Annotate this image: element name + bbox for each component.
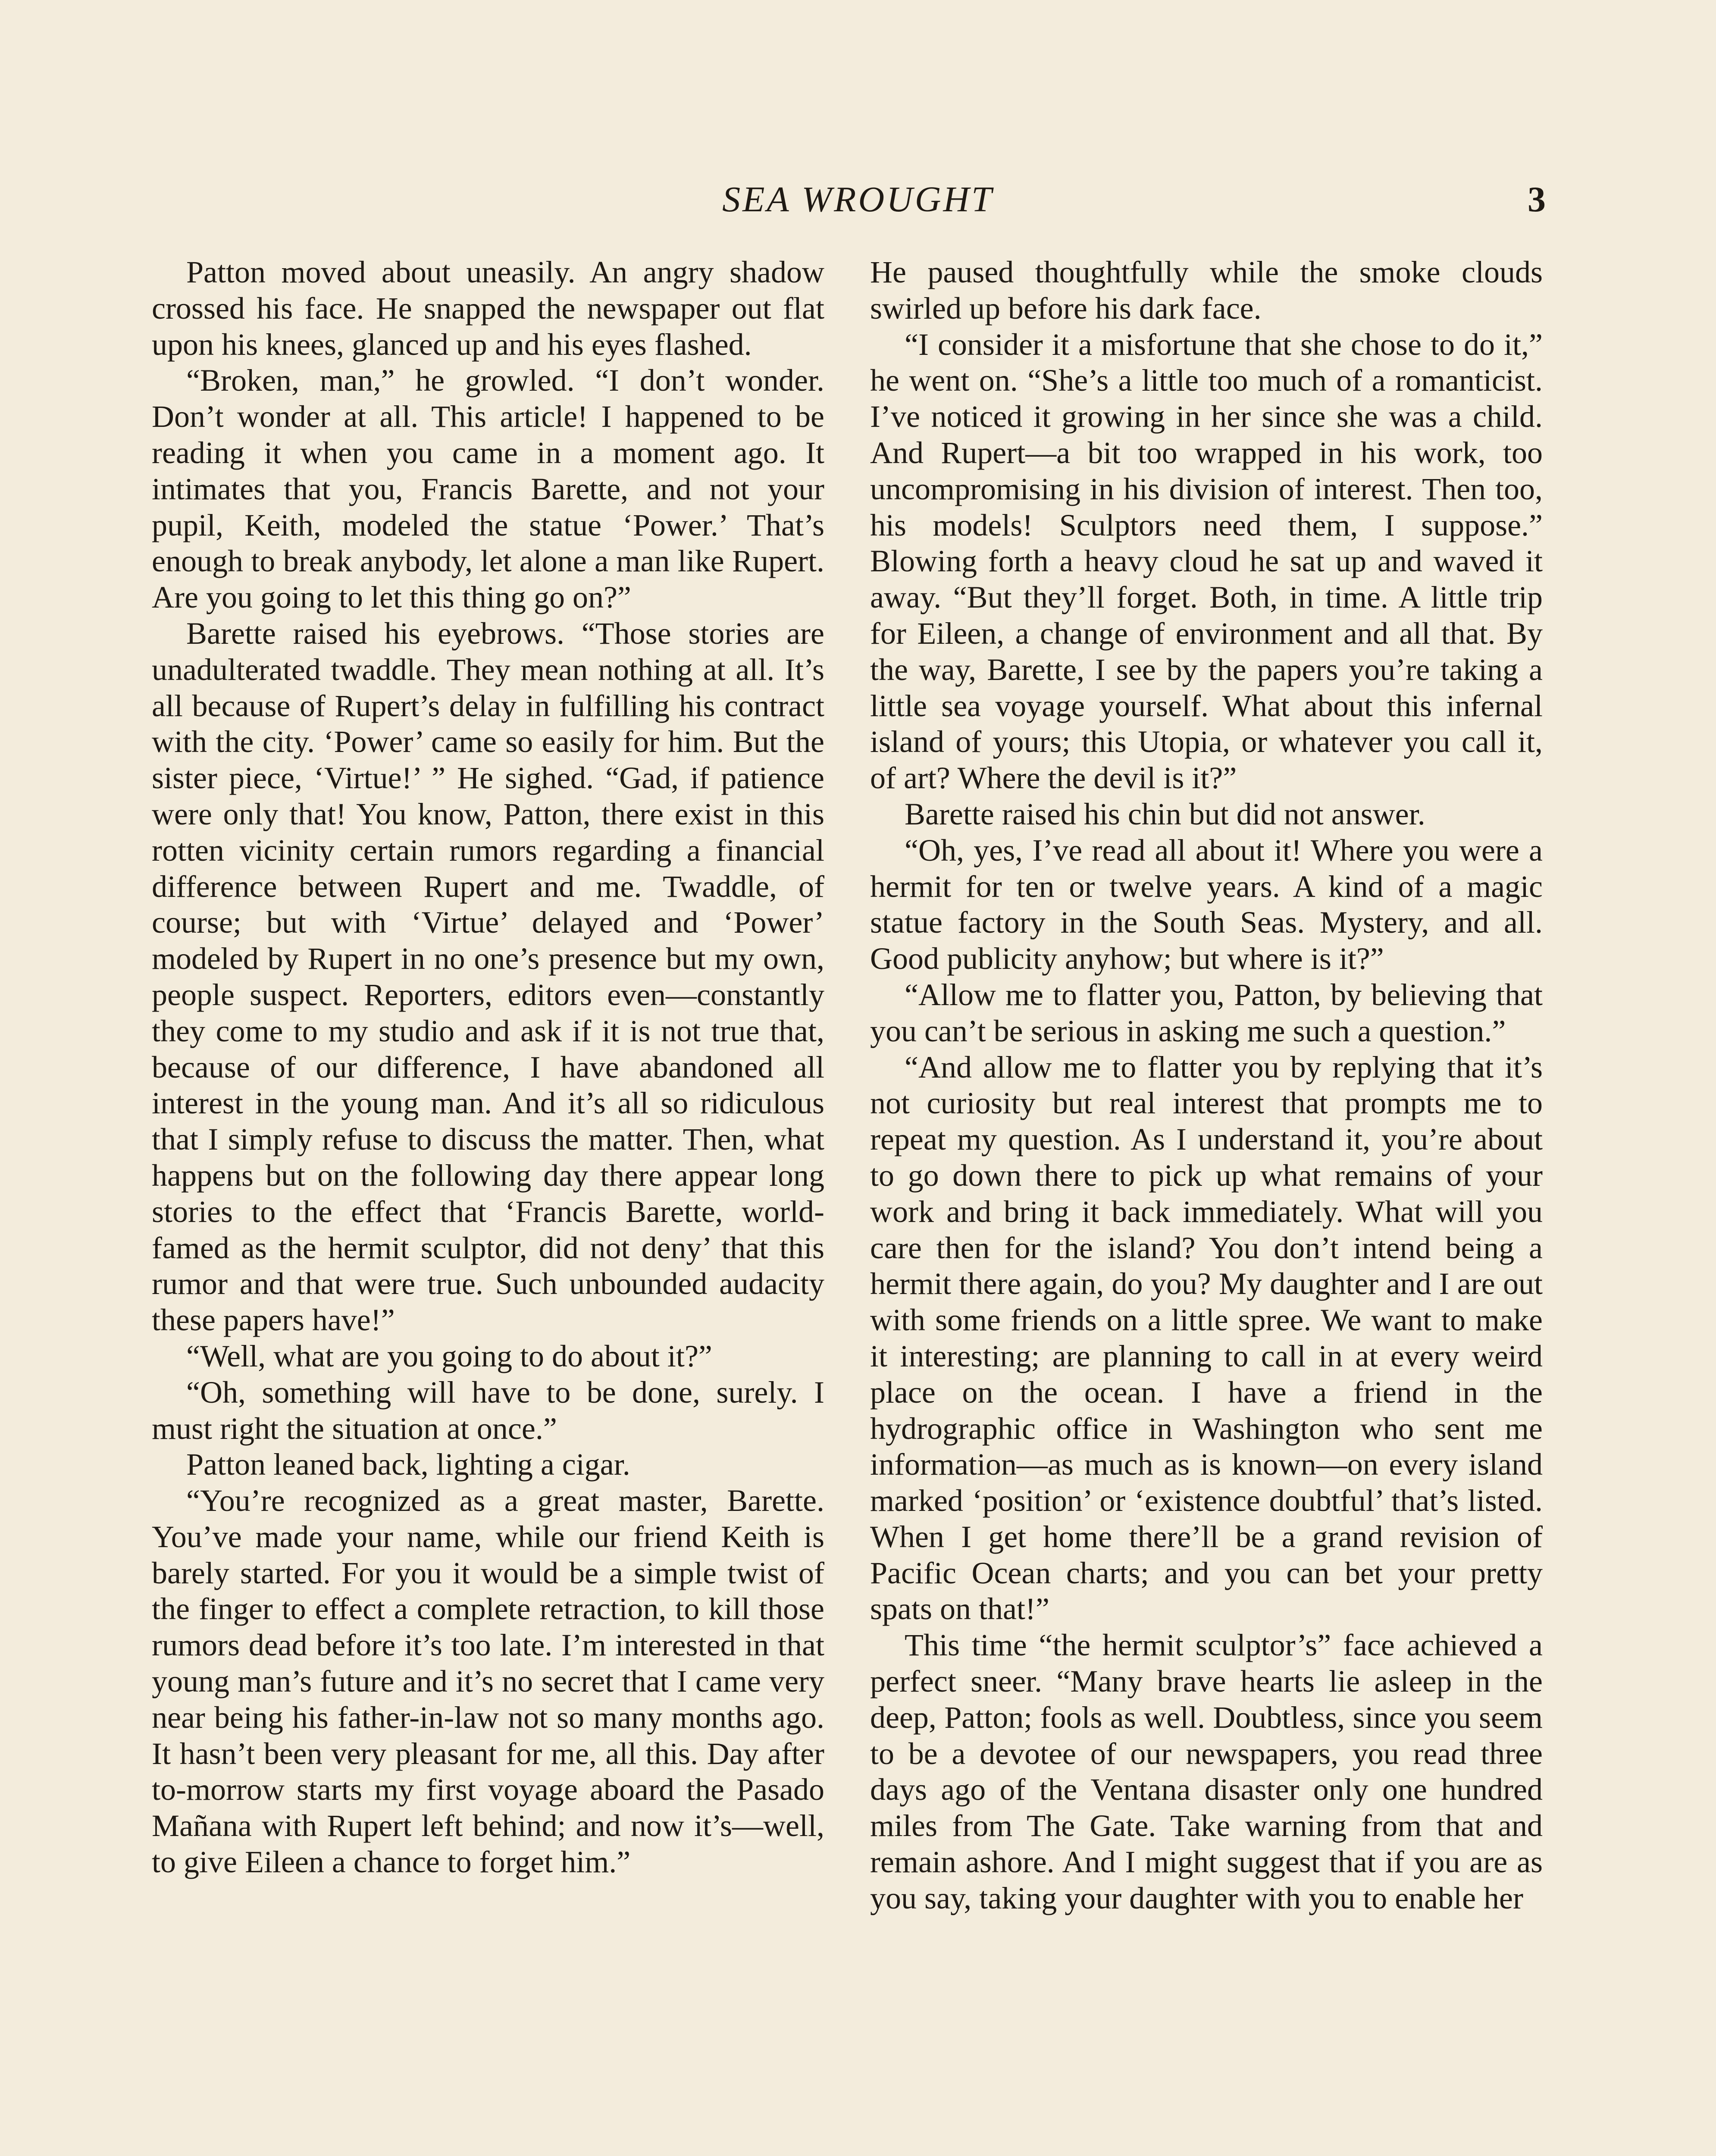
paragraph: “Allow me to flatter you, Patton, by believing that you can’t be serious in asking me such a question.” xyxy=(870,977,1543,1048)
paragraph: “Oh, something will have to be done, surely. I must right the situation at once.” xyxy=(152,1375,824,1446)
left-column xyxy=(152,254,824,2156)
paragraph: Patton moved about uneasily. An angry shadow crossed his face. He snapped the newspaper out flat upon his knees, glanced up and his eyes flashed. xyxy=(152,255,824,362)
paragraph: He paused thoughtfully while the smoke clouds swirled up before his dark face. xyxy=(870,255,1543,326)
page-number: 3 xyxy=(1528,179,1546,219)
paragraph: Barette raised his chin but did not answer. xyxy=(905,796,1425,831)
paragraph: “Oh, yes, I’ve read all about it! Where you were a hermit for ten or twelve years. A kind of a magic statue factory in the South Seas. Mystery, and all. Good publicity anyhow; but where is it?” xyxy=(870,833,1543,976)
running-head: SEA WROUGHT xyxy=(722,179,994,219)
paragraph: Barette raised his eyebrows. “Those stories are unadulterated twaddle. They mean nothing at all. It’s all because of Rupert’s delay in fulfilling his contract with the city. ‘Power’ came so easily for him. But the sister piece, ‘Virtue!’ ” He sighed. “Gad, if patience were only that! You know, Patton, there exist in this rotten vicinity certain rumors regarding a financial difference between Rupert and me. Twaddle, of course; but with ‘Virtue’ delayed and ‘Power’ modeled by Rupert in no one’s presence but my own, people suspect. Reporters, editors even—constantly they come to my studio and ask if it is not true that, because of our difference, I have abandoned all interest in the young man. And it’s all so ridiculous that I simply refuse to discuss the matter. Then, what happens but on the following day there appear long stories to the effect that ‘Francis Barette, world-famed as the hermit sculptor, did not deny’ that this rumor and that were true. Such unbounded audacity these papers have!” xyxy=(152,616,824,1338)
paragraph: Patton leaned back, lighting a cigar. xyxy=(186,1447,630,1482)
page-header xyxy=(153,176,1563,223)
paragraph: “You’re recognized as a great master, Barette. You’ve made your name, while our friend Keith is barely started. For you it would be a simple twist of the finger to effect a complete retraction, to kill those rumors dead before it’s too late. I’m interested in that young man’s future and it’s no secret that I came very near being his father-in-law not so many months ago. It hasn’t been very pleasant for me, all this. Day after to-morrow starts my first voyage aboard the Pasado Mañana with Rupert left behind; and now it’s—well, to give Eileen a chance to forget him.” xyxy=(152,1483,824,1880)
paragraph: “I consider it a misfortune that she chose to do it,” he went on. “She’s a little too much of a romanticist. I’ve noticed it growing in her since she was a child. And Rupert—a bit too wrapped in his work, too uncompromising in his division of interest. Then too, his models! Sculptors need them, I suppose.” Blowing forth a heavy cloud he sat up and waved it away. “But they’ll forget. Both, in time. A little trip for Eileen, a change of environment and all that. By the way, Barette, I see by the papers you’re taking a little sea voyage yourself. What about this infernal island of yours; this Utopia, or whatever you call it, of art? Where the devil is it?” xyxy=(870,327,1543,796)
paragraph: “Broken, man,” he growled. “I don’t wonder. Don’t wonder at all. This article! I happened to be reading it when you came in a moment ago. It intimates that you, Francis Barette, and not your pupil, Keith, modeled the statue ‘Power.’ That’s enough to break anybody, let alone a man like Rupert. Are you going to let this thing go on?” xyxy=(152,363,824,615)
paragraph: This time “the hermit sculptor’s” face achieved a perfect sneer. “Many brave hearts lie asleep in the deep, Patton; fools as well. Doubtless, since you seem to be a devotee of our newspapers, you read three days ago of the Ventana disaster only one hundred miles from The Gate. Take warning from that and remain ashore. And I might suggest that if you are as you say, taking your daughter with you to enable her xyxy=(870,1628,1543,1915)
paragraph: “Well, what are you going to do about it?” xyxy=(186,1338,712,1373)
right-column xyxy=(870,254,1543,2156)
paragraph: “And allow me to flatter you by replying that it’s not curiosity but real interest that prompts me to repeat my question. As I understand it, you’re about to go down there to pick up what remains of your work and bring it back immediately. What will you care then for the island? You don’t intend being a hermit there again, do you? My daughter and I are out with some friends on a little spree. We want to make it interesting; are planning to call in at every weird place on the ocean. I have a friend in the hydrographic office in Washington who sent me information—as much as is known—on every island marked ‘position’ or ‘existence doubtful’ that’s listed. When I get home there’ll be a grand revision of Pacific Ocean charts; and you can bet your pretty spats on that!” xyxy=(870,1050,1543,1626)
